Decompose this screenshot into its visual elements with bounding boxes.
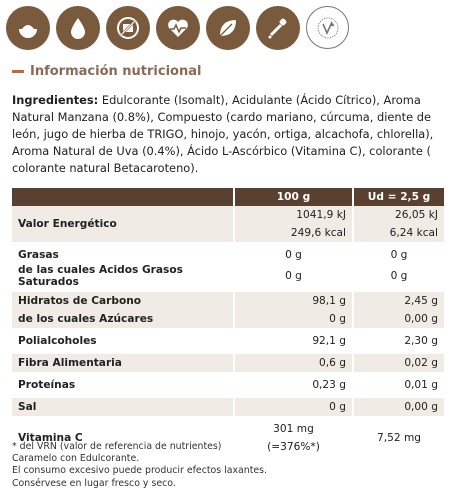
page-title: Información nutricional (30, 64, 202, 79)
protein-100g: 0,23 g (234, 376, 353, 394)
row-salt-name: Sal (12, 398, 234, 416)
row-polyols-name: Polialcoholes (12, 332, 234, 350)
row-fiber-name: Fibra Alimentaria (12, 354, 234, 372)
header-blank (12, 188, 234, 206)
saturated-100g: 0 g (234, 264, 353, 288)
row-carbs-name: Hidratos de Carbono (12, 292, 234, 310)
footnote-storage: Consérvese en lugar fresco y seco. (12, 477, 176, 489)
table-row (12, 206, 444, 224)
footnotes (12, 441, 267, 490)
row-fat-name: Grasas (12, 246, 234, 264)
sugars-unit: 0,00 g (353, 310, 444, 328)
footnote-laxative: El consumo excesivo puede producir efectos laxantes. (12, 465, 268, 477)
saturated-unit: 0 g (353, 264, 444, 288)
vitc-percent: (=376%*) (234, 438, 353, 456)
ingredients-text: Edulcorante (Isomalt), Acidulante (Ácido Cítrico), Aroma Natural Manzana (0.8%), Compuesto (cardo mariano, cúrcuma, diente de león, jugo de hierba de TRIGO, hinojo, yacón, ortiga, alcachofa, chlorella), Aroma Natural de Uva (0.4%), Ácido L-Ascórbico (Vitamina C), colorante ( colorante natural Betacaroteno). (12, 93, 434, 175)
row-saturated-name: de las cuales Acidos Grasos Saturados (12, 264, 234, 288)
footnote-candy: Caramelo con Edulcorante. (12, 453, 140, 465)
table-header-row (12, 188, 444, 206)
energy-kcal-100g: 249,6 kcal (234, 224, 353, 242)
table-row (12, 332, 444, 350)
table-row (12, 310, 444, 328)
fiber-unit: 0,02 g (353, 354, 444, 372)
row-energy-name: Valor Energético (12, 206, 234, 242)
title-dash (12, 70, 24, 73)
salt-unit: 0,00 g (353, 398, 444, 416)
leaf-icon (206, 6, 250, 50)
header-100g: 100 g (234, 188, 353, 206)
protein-unit: 0,01 g (353, 376, 444, 394)
energy-kcal-unit: 6,24 kcal (353, 224, 444, 242)
table-row (12, 398, 444, 416)
section-title (12, 64, 201, 79)
drop-icon (56, 6, 100, 50)
table-row (12, 376, 444, 394)
header-unit: Ud = 2,5 g (353, 188, 444, 206)
ingredients-paragraph (12, 92, 444, 177)
polyols-unit: 2,30 g (353, 332, 444, 350)
fat-100g: 0 g (234, 246, 353, 264)
carbs-100g: 98,1 g (234, 292, 353, 310)
table-row (12, 354, 444, 372)
energy-kj-unit: 26,05 kJ (353, 206, 444, 224)
dropper-icon (256, 6, 300, 50)
polyols-100g: 92,1 g (234, 332, 353, 350)
fiber-100g: 0,6 g (234, 354, 353, 372)
powder-bowl-icon (6, 6, 50, 50)
sugars-100g: 0 g (234, 310, 353, 328)
energy-kj-100g: 1041,9 kJ (234, 206, 353, 224)
carbs-unit: 2,45 g (353, 292, 444, 310)
icon-bar (6, 6, 349, 50)
table-row (12, 420, 444, 438)
sugar-free-icon (106, 6, 150, 50)
table-row (12, 264, 444, 288)
table-row (12, 292, 444, 310)
footnote-vrn: * del VRN (valor de referencia de nutrientes) (12, 441, 222, 452)
vitc-unit: 7,52 mg (353, 420, 444, 456)
fat-unit: 0 g (353, 246, 444, 264)
salt-100g: 0 g (234, 398, 353, 416)
nutrition-table (12, 188, 444, 456)
row-vitc-name: Vitamina C (12, 420, 234, 456)
vitc-100g: 301 mg (234, 420, 353, 438)
vegan-seal-icon (306, 6, 349, 49)
table-row (12, 246, 444, 264)
heart-pulse-icon (156, 6, 200, 50)
ingredients-label: Ingredientes: (12, 93, 99, 107)
row-protein-name: Proteínas (12, 376, 234, 394)
row-sugars-name: de los cuales Azúcares (12, 310, 234, 328)
